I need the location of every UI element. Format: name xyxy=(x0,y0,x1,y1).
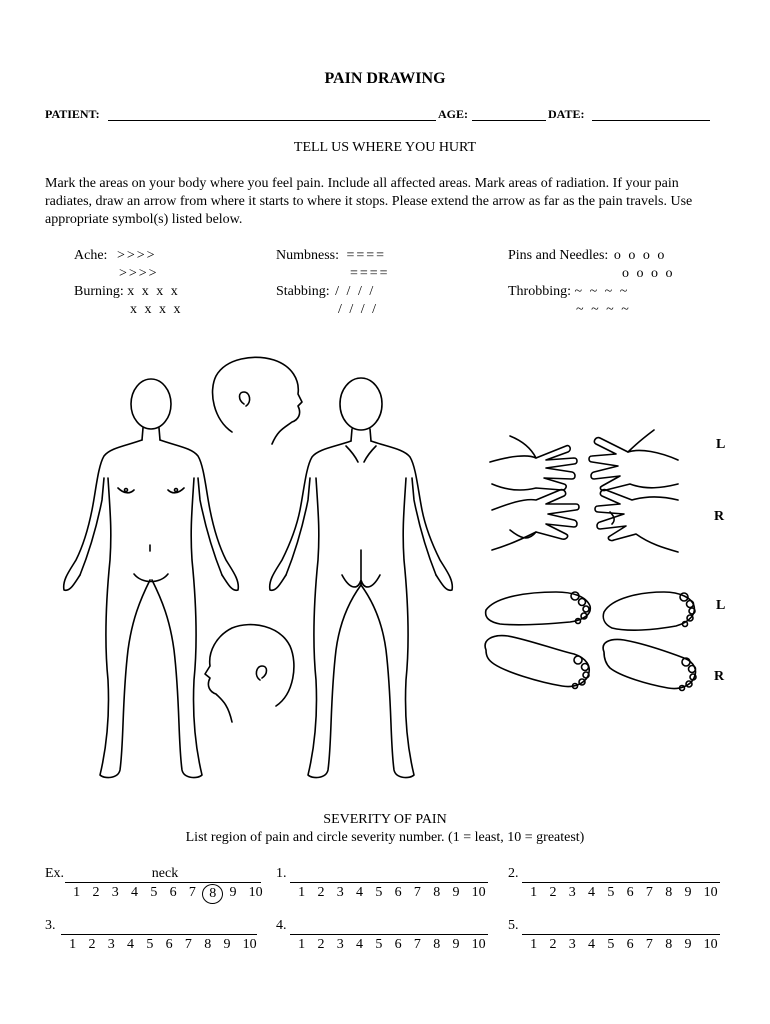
severity-number[interactable]: 4 xyxy=(356,937,364,952)
severity-number[interactable]: 1 xyxy=(530,937,538,952)
severity-number[interactable]: 3 xyxy=(336,885,344,900)
symbol-label: Pins and Needles: xyxy=(508,248,609,263)
hands-left-label: L xyxy=(716,437,726,452)
severity-slot-label: 2. xyxy=(508,866,519,881)
severity-number[interactable]: 9 xyxy=(223,937,231,952)
severity-number[interactable]: 3 xyxy=(336,937,344,952)
severity-number[interactable]: 8 xyxy=(433,937,441,952)
severity-number[interactable]: 6 xyxy=(626,885,634,900)
severity-scale xyxy=(63,937,263,953)
severity-slot xyxy=(508,866,720,906)
severity-number[interactable]: 10 xyxy=(703,885,718,900)
symbol-marks: o o o o xyxy=(622,266,675,281)
severity-slot xyxy=(45,866,261,906)
severity-number[interactable]: 5 xyxy=(607,937,615,952)
severity-scale xyxy=(292,937,492,953)
severity-number[interactable]: 5 xyxy=(150,885,158,900)
symbol-marks: >>>> xyxy=(116,248,157,263)
feet-left-label: L xyxy=(716,598,726,613)
severity-number[interactable]: 9 xyxy=(684,937,692,952)
severity-number[interactable]: 4 xyxy=(356,885,364,900)
symbol-marks: ~ ~ ~ ~ xyxy=(576,302,631,317)
severity-region-field[interactable] xyxy=(290,882,488,883)
severity-number[interactable]: 9 xyxy=(684,885,692,900)
symbol-label: Ache: xyxy=(74,248,108,263)
severity-slot xyxy=(45,918,257,958)
severity-number[interactable]: 9 xyxy=(452,937,460,952)
severity-slot xyxy=(276,866,488,906)
severity-region-field[interactable] xyxy=(65,882,261,883)
severity-slot-label: 1. xyxy=(276,866,287,881)
age-label: AGE: xyxy=(438,107,468,121)
severity-number[interactable]: 2 xyxy=(549,885,557,900)
section-subtitle: TELL US WHERE YOU HURT xyxy=(293,140,477,155)
symbol-label: Burning: xyxy=(74,284,124,299)
severity-number[interactable]: 10 xyxy=(703,937,718,952)
symbol-marks: ~ ~ ~ ~ xyxy=(574,284,630,299)
symbol-marks: ==== xyxy=(350,266,390,281)
patient-label: PATIENT: xyxy=(45,107,100,121)
severity-instructions: List region of pain and circle severity number. (1 = least, 10 = greatest) xyxy=(185,830,585,845)
severity-region-field[interactable] xyxy=(290,934,488,935)
symbol-label: Throbbing: xyxy=(508,284,571,299)
severity-number[interactable]: 3 xyxy=(107,937,115,952)
severity-number[interactable]: 7 xyxy=(413,937,421,952)
symbol-marks: / / / / xyxy=(335,284,376,299)
severity-number[interactable]: 7 xyxy=(645,885,653,900)
form-title: PAIN DRAWING xyxy=(324,70,446,87)
severity-number[interactable]: 7 xyxy=(645,937,653,952)
severity-number[interactable]: 4 xyxy=(588,937,596,952)
severity-number[interactable]: 10 xyxy=(242,937,257,952)
severity-number[interactable]: 10 xyxy=(471,885,486,900)
severity-number[interactable]: 9 xyxy=(452,885,460,900)
severity-title: SEVERITY OF PAIN xyxy=(323,812,447,827)
symbol-marks: >>>> xyxy=(119,266,159,281)
severity-number[interactable]: 2 xyxy=(317,937,325,952)
severity-number[interactable]: 1 xyxy=(298,937,306,952)
severity-number[interactable]: 10 xyxy=(248,885,263,900)
feet-right-label: R xyxy=(714,669,725,684)
severity-number[interactable]: 8 xyxy=(665,937,673,952)
severity-number[interactable]: 6 xyxy=(626,937,634,952)
severity-number[interactable]: 7 xyxy=(184,937,192,952)
hands-right-label: R xyxy=(714,509,725,524)
severity-region-field[interactable] xyxy=(522,934,720,935)
severity-number[interactable]: 8 xyxy=(665,885,673,900)
instructions-text: Mark the areas on your body where you feel pain. Include all affected areas. Mark areas of radiation. If your pain radiates, draw an arrow from where it starts to where it stops. Please extend the arrow as far as the pain travels. Use appropriate symbol(s) listed below. xyxy=(45,176,693,227)
severity-number[interactable]: 10 xyxy=(471,937,486,952)
severity-number[interactable]: 5 xyxy=(146,937,154,952)
severity-number[interactable]: 4 xyxy=(131,885,139,900)
severity-number[interactable]: 7 xyxy=(188,885,196,900)
severity-number[interactable]: 3 xyxy=(568,937,576,952)
severity-number[interactable]: 2 xyxy=(88,937,96,952)
severity-number[interactable]: 1 xyxy=(530,885,538,900)
severity-slot-label: 4. xyxy=(276,918,287,933)
severity-number[interactable]: 8 xyxy=(433,885,441,900)
severity-scale xyxy=(292,885,492,901)
severity-number[interactable]: 2 xyxy=(549,937,557,952)
severity-number[interactable]: 4 xyxy=(588,885,596,900)
symbol-label: Stabbing: xyxy=(276,284,330,299)
symbol-marks: x x x x xyxy=(130,302,183,317)
severity-slot xyxy=(508,918,720,958)
severity-number[interactable]: 6 xyxy=(394,885,402,900)
severity-number[interactable]: 1 xyxy=(298,885,306,900)
symbol-marks: / / / / xyxy=(338,302,379,317)
severity-number[interactable]: 5 xyxy=(375,885,383,900)
severity-slot-label: 3. xyxy=(45,918,56,933)
severity-scale xyxy=(524,885,724,901)
severity-number[interactable]: 8 xyxy=(204,937,212,952)
severity-scale xyxy=(67,885,269,904)
symbol-marks: o o o o xyxy=(613,248,667,263)
severity-region-field[interactable] xyxy=(61,934,257,935)
severity-number[interactable]: 1 xyxy=(69,937,77,952)
date-label: DATE: xyxy=(548,107,585,121)
severity-number-circled[interactable]: 8 xyxy=(202,884,223,904)
severity-number[interactable]: 2 xyxy=(92,885,100,900)
severity-number[interactable]: 6 xyxy=(169,885,177,900)
severity-number[interactable]: 7 xyxy=(413,885,421,900)
severity-number[interactable]: 9 xyxy=(229,885,237,900)
symbol-marks: x x x x xyxy=(127,284,180,299)
severity-number[interactable]: 3 xyxy=(111,885,119,900)
severity-number[interactable]: 4 xyxy=(127,937,135,952)
severity-scale xyxy=(524,937,724,953)
severity-region-field[interactable] xyxy=(522,882,720,883)
symbol-label: Numbness: xyxy=(276,248,339,263)
severity-number[interactable]: 5 xyxy=(375,937,383,952)
severity-number[interactable]: 1 xyxy=(73,885,81,900)
severity-number[interactable]: 6 xyxy=(394,937,402,952)
severity-slot-label: Ex. xyxy=(45,866,65,881)
symbol-marks: ==== xyxy=(346,248,387,263)
severity-slot xyxy=(276,918,488,958)
severity-number[interactable]: 2 xyxy=(317,885,325,900)
severity-number[interactable]: 5 xyxy=(607,885,615,900)
severity-number[interactable]: 3 xyxy=(568,885,576,900)
severity-number[interactable]: 6 xyxy=(165,937,173,952)
severity-slot-label: 5. xyxy=(508,918,519,933)
severity-region-value: neck xyxy=(151,866,179,881)
